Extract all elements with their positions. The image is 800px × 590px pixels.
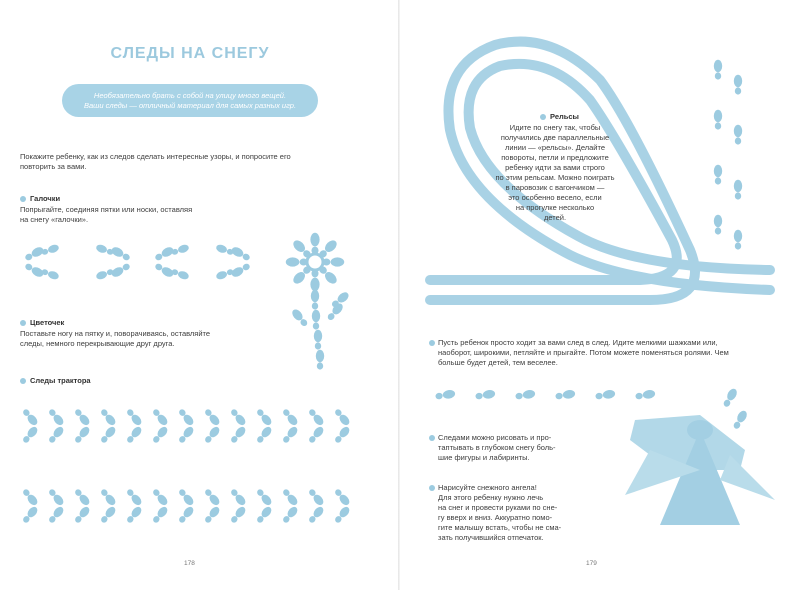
footprint-icon [732,409,749,430]
footprint-icon [310,233,319,255]
footprint-icon [255,407,273,427]
footprint-icon [24,245,45,262]
rails-line: Идите по снегу так, чтобы [509,123,601,132]
footprint-icon [714,165,722,185]
footprint-icon [151,425,169,445]
footprint-icon [722,387,739,408]
footprint-icon [307,407,325,427]
footprint-icon [95,267,114,280]
intro-line-2: повторить за вами. [20,162,87,171]
footprint-icon [255,425,273,445]
footprint-icon [714,110,722,130]
page-title: СЛЕДЫ НА СНЕГУ [110,45,270,62]
footprint-icon [95,243,114,256]
rails-line: по этим рельсам. Можно поиграть [495,173,615,182]
footprint-icon [281,487,299,507]
right-page [400,0,800,590]
footprint-icon [125,487,143,507]
footprint-icon [286,257,308,266]
footprint-icon [47,505,65,525]
footprint-icon [24,262,45,279]
footprint-icon [281,505,299,525]
flower-center [307,254,323,270]
footprint-icon [714,215,722,235]
follow-line-2: наоборот, широкими, петляйте и прыгайте. Потом можете поменяться ролями. Чем [438,348,729,357]
rails-heading-text: Рельсы [550,112,579,121]
footprint-icon [333,505,351,525]
footprint-icon [99,425,117,445]
draw-line: таптывать в глубоком снегу боль- [438,443,556,452]
page-number-right: 179 [586,560,597,567]
bullet-dot-icon [429,340,435,346]
angel-line: гу вверх и вниз. Аккуратно помо- [438,513,553,522]
footprint-icon [215,267,234,280]
footprint-icon [229,425,247,445]
galochki-heading-text: Галочки [30,194,61,203]
footprint-icon [125,505,143,525]
footprint-icon [21,407,39,427]
draw-paragraph [438,433,608,463]
footprint-icon [333,407,351,427]
footprint-icon [154,262,175,279]
tractor-heading-text: Следы трактора [30,376,91,385]
footprint-icon [555,389,576,401]
footprint-icon [73,407,91,427]
follow-line-1-wrap [438,338,788,348]
draw-line: шие фигуры и лабиринты. [438,453,530,462]
rails-line: детей. [543,213,567,222]
footprint-icon [255,505,273,525]
footprint-icon [595,389,616,401]
footprint-icon [230,245,251,262]
cvetochek-line-2: следы, немного перекрывающие друг друга. [20,339,175,348]
footprint-icon [734,180,742,200]
page-number-left: 178 [184,560,195,567]
footprint-icon [281,407,299,427]
angel-line: Для этого ребенку нужно лечь [438,493,544,502]
snow-angel-icon [625,415,775,525]
rails-line: это особенно весело, если [508,193,602,202]
rails-line: получились две параллельные [500,133,610,142]
footprint-icon [635,389,656,401]
footprint-icon [21,425,39,445]
cvetochek-heading-text: Цветочек [30,318,65,327]
footprint-icon [316,350,324,370]
footprint-icon [73,425,91,445]
footprint-icon [314,330,322,350]
footprint-icon [154,245,175,262]
footprint-icon [203,407,221,427]
footprint-icon [307,425,325,445]
rails-text [480,123,630,223]
footprint-icon [177,407,195,427]
footprint-icon [215,243,234,256]
footprint-icon [47,407,65,427]
footprint-icon [290,307,309,328]
rails-line: линии — «рельсы». Делайте [504,143,606,152]
draw-line: Следами можно рисовать и про- [438,433,552,442]
footprint-icon [203,487,221,507]
footprint-icon [255,487,273,507]
footprint-icon [99,487,117,507]
draw-line-wrap [438,433,608,443]
footprint-icon [73,487,91,507]
footprint-icon [229,487,247,507]
footprint-icon [151,505,169,525]
footprint-icon [307,505,325,525]
footprint-icon [333,425,351,445]
bullet-dot-icon [429,435,435,441]
footprint-icon [177,425,195,445]
footprint-icon [21,505,39,525]
footprint-icon [322,257,344,266]
angel-line: зать получившийся отпечаток. [438,533,544,542]
angel-line: на снег и провести руками по сне- [438,503,558,512]
footprint-icon [177,505,195,525]
bullet-dot-icon [429,485,435,491]
bullet-dot-icon [540,114,546,120]
rails-line: ребенку идти за вами строго [505,163,605,172]
footprint-icon [312,310,320,330]
footprint-icon [333,487,351,507]
follow-paragraph [438,338,788,368]
footprint-icon [47,487,65,507]
intro-line-1: Покажите ребенку, как из следов сделать интересные узоры, и попросите его [20,152,291,161]
banner-line-2: Ваши следы — отличный материал для самых разных игр. [83,100,297,110]
footprint-icon [311,290,319,310]
footprint-icon [177,487,195,507]
banner-line-1: Необязательно брать с собой на улицу много вещей. [93,90,287,100]
footprint-icon [151,487,169,507]
angel-paragraph [438,483,608,543]
galochki-line-2: на снегу «галочки». [20,215,89,224]
footprint-icon [230,262,251,279]
footprint-icon [435,389,456,401]
footprint-icon [734,75,742,95]
footprint-icon [714,60,722,80]
footprint-icon [99,407,117,427]
footprint-icon [307,487,325,507]
footprint-icon [203,425,221,445]
rails-line: в паровозик с вагончиком — [505,183,605,192]
footprint-icon [171,267,190,280]
cvetochek-line-1: Поставьте ногу на пятку и, поворачиваясь, оставляйте [20,329,211,338]
rails-line: на прогулке несколько [515,203,595,212]
follow-line-3: больше будет детей, тем веселее. [438,358,558,367]
footprint-icon [41,267,60,280]
rails-heading [540,112,579,121]
angel-line-wrap [438,483,608,493]
galochki-line-1: Попрыгайте, соединяя пятки или носки, оставляя [20,205,193,214]
footprint-icon [125,425,143,445]
footprint-icon [734,125,742,145]
rails-line: повороты, петли и предложите [501,153,609,162]
footprint-icon [229,505,247,525]
footprint-icon [99,505,117,525]
footprint-icon [125,407,143,427]
footprint-icon [47,425,65,445]
footprint-icon [110,262,131,279]
footprint-icon [734,230,742,250]
footprint-icon [73,505,91,525]
footprint-icon [475,389,496,401]
footprint-icon [515,389,536,401]
footprint-icon [203,505,221,525]
angel-line: Нарисуйте снежного ангела! [438,483,537,492]
footprint-icon [151,407,169,427]
footprint-icon [229,407,247,427]
footprint-icon [110,245,131,262]
footprint-icon [21,487,39,507]
footprint-icon [171,243,190,256]
footprint-icon [310,269,319,291]
follow-line-1: Пусть ребенок просто ходит за вами след в след. Идите мелкими шажками или, [438,338,718,347]
footprint-icon [41,243,60,256]
angel-line: гите малышу встать, чтобы не сма- [438,523,562,532]
footprint-icon [281,425,299,445]
